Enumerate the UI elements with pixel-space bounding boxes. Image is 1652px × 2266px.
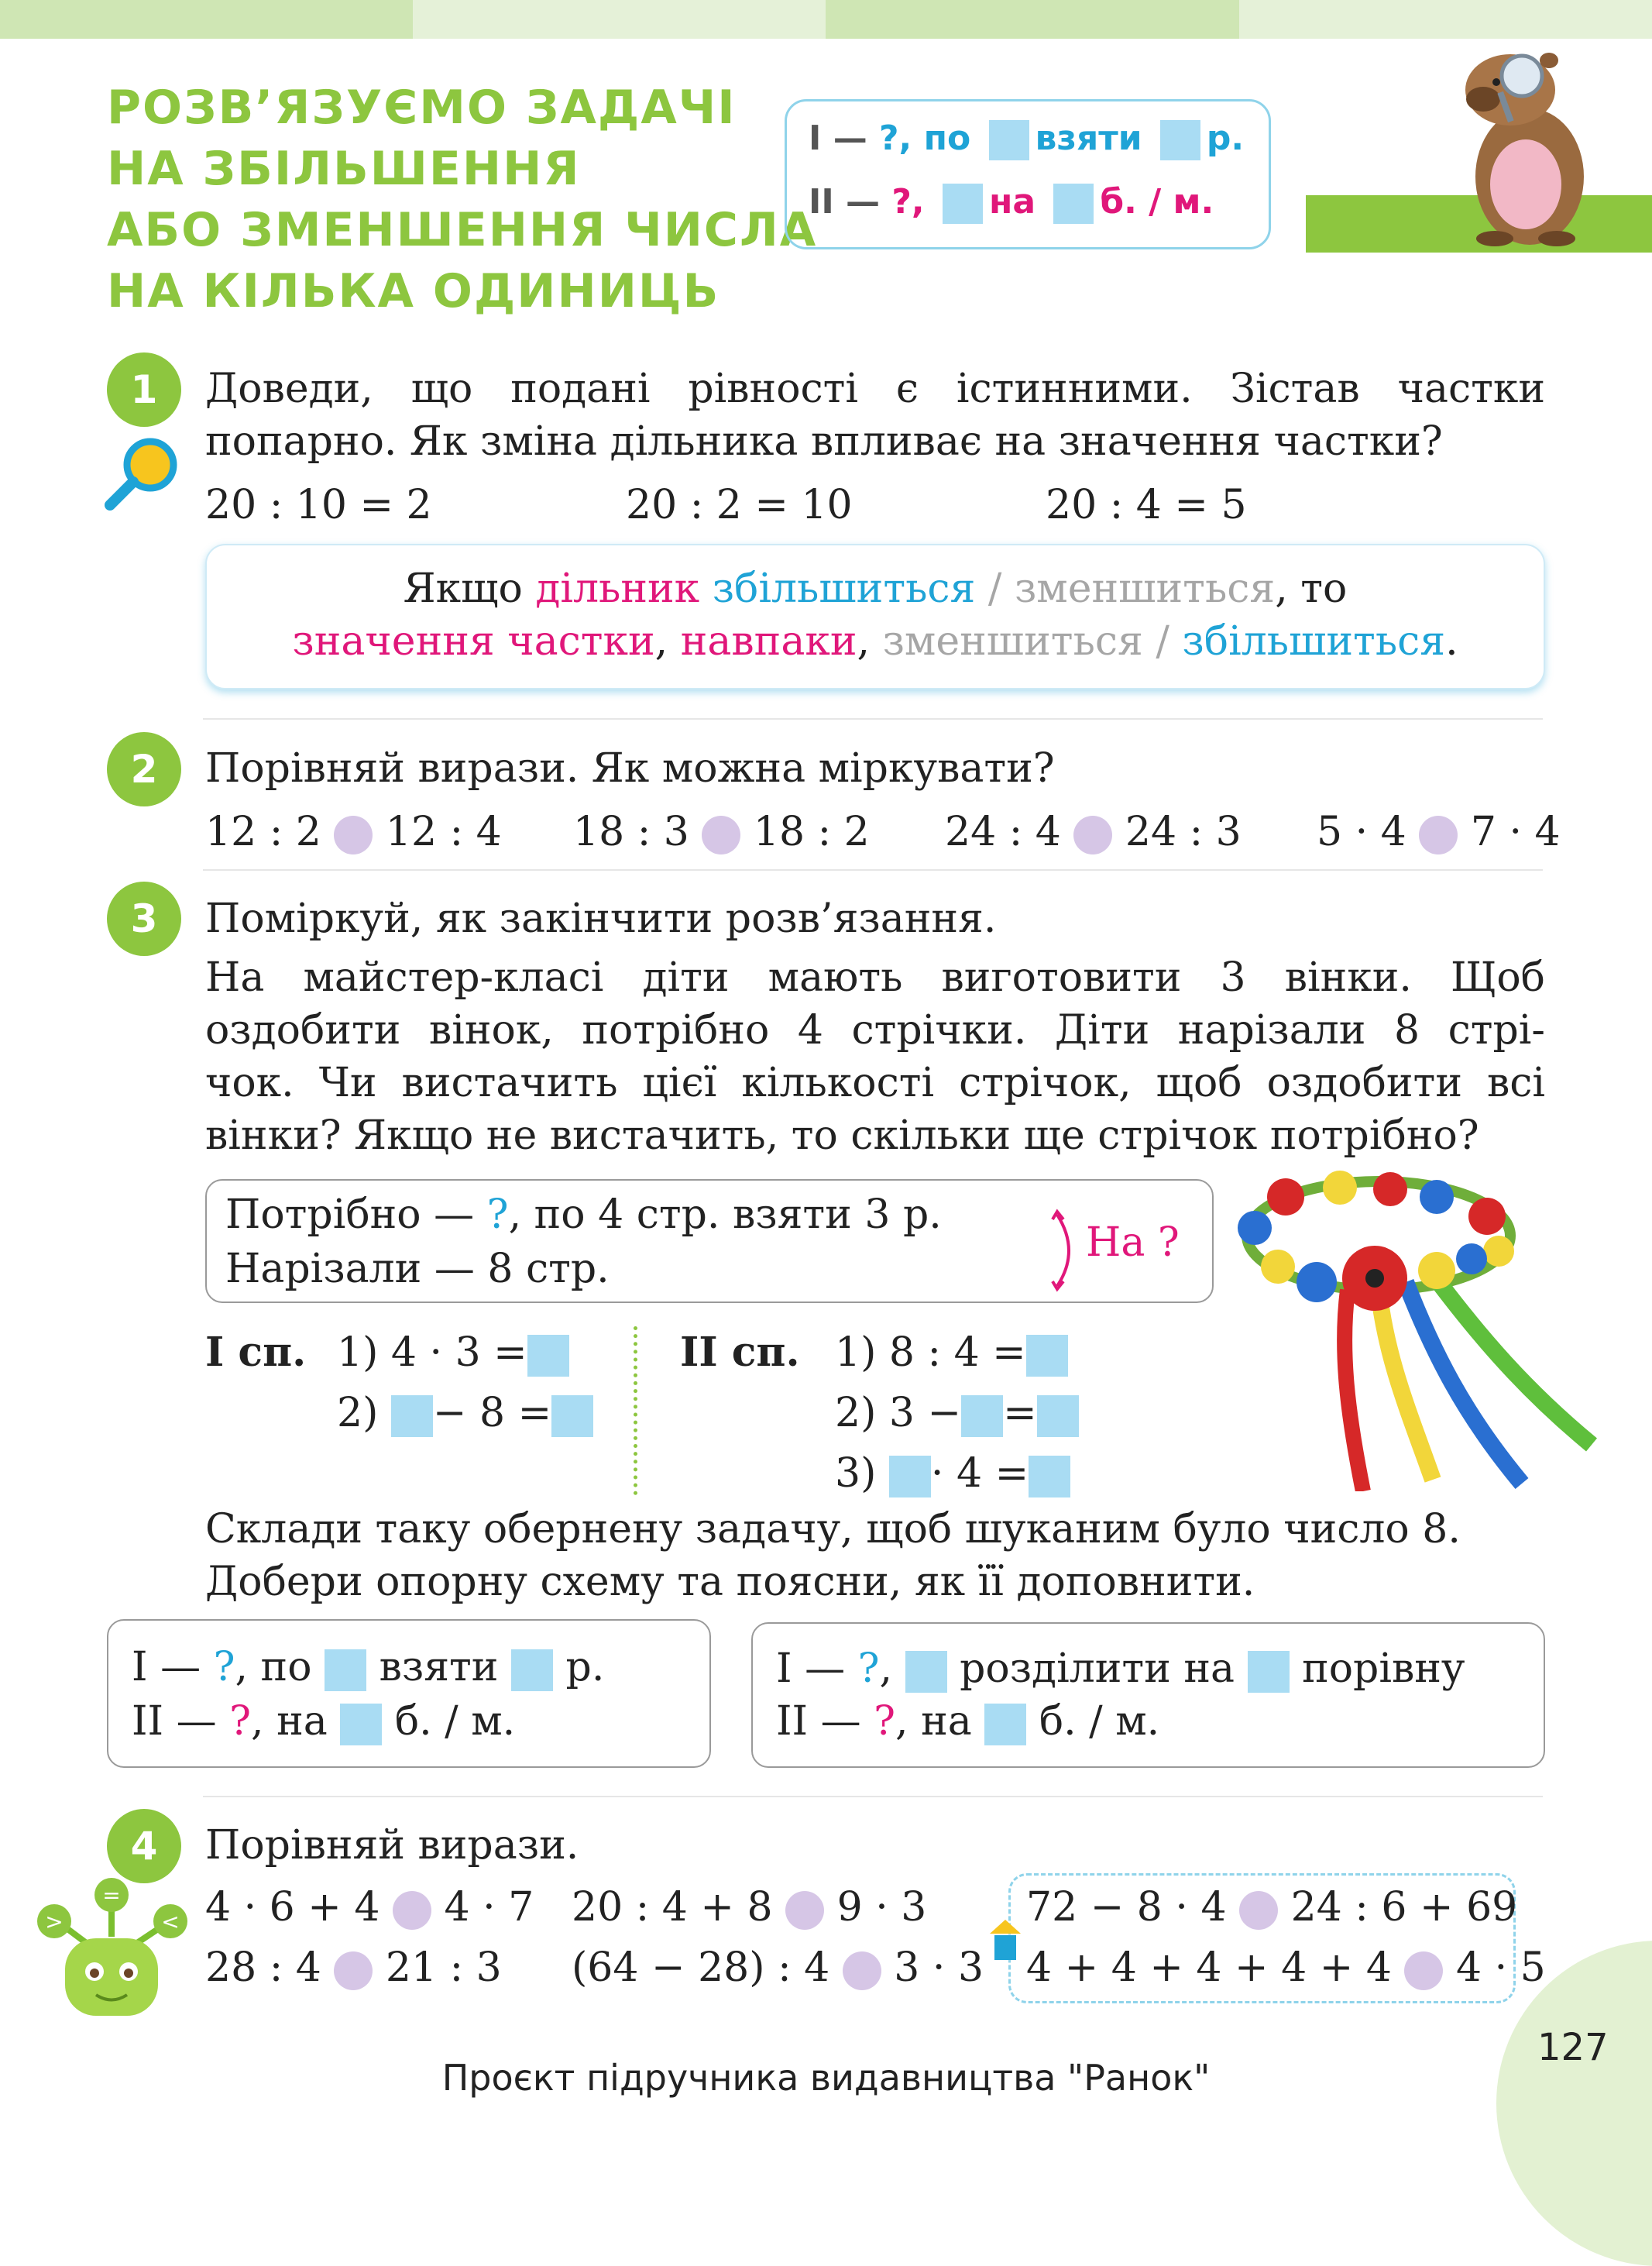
- task2-pair: 12 : 2 12 : 4: [205, 809, 502, 855]
- answer-blank[interactable]: [1248, 1651, 1290, 1693]
- svg-text:<: <: [161, 1909, 180, 1934]
- answer-blank[interactable]: [391, 1395, 433, 1437]
- inverse-task-text-2: Добери опорну схему та поясни, як її доповнити.: [205, 1559, 1255, 1605]
- answer-blank[interactable]: [325, 1649, 366, 1691]
- dotted-divider: [634, 1326, 637, 1495]
- compare-circle[interactable]: [702, 816, 740, 854]
- answer-blank[interactable]: [984, 1704, 1026, 1745]
- compare-circle[interactable]: [1073, 816, 1112, 854]
- publisher-footer: Проєкт підручника видавництва "Ранок": [441, 2057, 1211, 2099]
- compare-circle[interactable]: [785, 1891, 824, 1930]
- task4-pair: 72 − 8 · 4 24 : 6 + 69: [1026, 1884, 1518, 1931]
- method-2-step-3: 3) · 4 =: [835, 1447, 1070, 1500]
- schema-box-top: І — ?, по взяти р. ІІ — ?, на б. / м.: [785, 99, 1271, 249]
- task1-equation: 20 : 4 = 5: [1046, 482, 1247, 528]
- page-title: РОЗВ’ЯЗУЄМО ЗАДАЧІ НА ЗБІЛЬШЕННЯ АБО ЗМЕНШЕННЯ ЧИСЛА НА КІЛЬКА ОДИНИЦЬ: [107, 81, 818, 318]
- task2-pair: 18 : 3 18 : 2: [573, 809, 870, 855]
- task4-pair: 4 + 4 + 4 + 4 + 4 4 · 5: [1026, 1944, 1546, 1991]
- top-bar-segment: [826, 0, 1239, 39]
- capybara-mascot-icon: [1448, 45, 1595, 248]
- top-bar-segment: [413, 0, 826, 39]
- task3-instruction: Поміркуй, як закінчити розв’язання.: [205, 896, 997, 942]
- task4-pair: 20 : 4 + 8 9 · 3: [572, 1884, 927, 1931]
- answer-blank[interactable]: [340, 1704, 382, 1745]
- page-number: 127: [1537, 2026, 1609, 2069]
- task4-pair: (64 − 28) : 4 3 · 3: [572, 1944, 984, 1991]
- schema-option-a[interactable]: І — ?, по взяти р. ІІ — ?, на б. / м.: [107, 1619, 711, 1768]
- task2-pair: 24 : 4 24 : 3: [945, 809, 1242, 855]
- answer-blank[interactable]: [527, 1335, 569, 1377]
- task2-text: Порівняй вирази. Як можна міркувати?: [205, 745, 1055, 792]
- compare-circle[interactable]: [334, 816, 373, 854]
- task4-pair: 4 · 6 + 4 4 · 7: [205, 1884, 534, 1931]
- compare-circle[interactable]: [393, 1891, 431, 1930]
- method-1-step-1: 1) 4 · 3 =: [337, 1326, 569, 1379]
- task-number-1: 1: [107, 352, 181, 427]
- task-number-4: 4: [107, 1809, 181, 1883]
- answer-blank[interactable]: [1029, 1456, 1070, 1497]
- divider: [203, 869, 1543, 871]
- task1-text-line1: Доведи, що подані рівності є істинними. Зістав частки: [205, 366, 1545, 412]
- level-marker-icon: [987, 1918, 1024, 1965]
- answer-blank[interactable]: [511, 1649, 553, 1691]
- answer-blank[interactable]: [905, 1651, 947, 1693]
- schema-option-b[interactable]: І — ?, розділити на порівну ІІ — ?, на б. / м.: [751, 1622, 1545, 1768]
- task3-problem: На майстер-класі діти мають виготовити 3 вінки. Щоб оздобити вінок, потрібно 4 стрічки. Діти нарізали 8 стрі- чок. Чи вистачить цієї кількості стрічок, щоб оздобити всі вінки? Якщо не вистачить, то скільки ще стрічок потрібно?: [205, 954, 1545, 1159]
- compare-circle[interactable]: [1239, 1891, 1278, 1930]
- task1-text-line2: попарно. Як зміна дільника впливає на значення частки?: [205, 418, 1443, 465]
- task-number-2: 2: [107, 732, 181, 806]
- compare-circle[interactable]: [1404, 1951, 1443, 1990]
- answer-blank[interactable]: [961, 1395, 1003, 1437]
- task2-pair: 5 · 4 7 · 4: [1317, 809, 1561, 855]
- svg-text:=: =: [102, 1883, 121, 1908]
- compare-circle[interactable]: [334, 1951, 373, 1990]
- answer-blank[interactable]: [889, 1456, 931, 1497]
- method-1-label: І сп.: [205, 1329, 307, 1376]
- magnifier-icon: [102, 435, 180, 513]
- difference-label: На ?: [1086, 1219, 1180, 1266]
- top-bar-segment: [1239, 0, 1652, 39]
- rule-box: Якщо дільник збільшиться / зменшиться, то значення частки, навпаки, зменшиться / збільшиться.: [205, 544, 1545, 689]
- divider: [203, 718, 1543, 720]
- inverse-task-text-1: Склади таку обернену задачу, щоб шуканим було число 8.: [205, 1506, 1461, 1553]
- method-1-step-2: 2) − 8 =: [337, 1387, 593, 1439]
- flower-wreath-icon: [1231, 1166, 1599, 1491]
- answer-blank[interactable]: [551, 1395, 593, 1437]
- svg-text:>: >: [45, 1909, 64, 1934]
- brace-arrow-icon: [1051, 1209, 1082, 1294]
- task-number-3: 3: [107, 882, 181, 956]
- green-monster-mascot-icon: [34, 1875, 189, 2022]
- task4-text: Порівняй вирази.: [205, 1822, 579, 1869]
- divider: [203, 1796, 1543, 1797]
- method-2-label: ІІ сп.: [680, 1329, 800, 1376]
- condition-box: Потрібно — ?, по 4 стр. взяти 3 р. Нарізали — 8 стр. На ?: [205, 1179, 1214, 1303]
- method-2-step-1: 1) 8 : 4 =: [835, 1326, 1068, 1379]
- task1-equation: 20 : 2 = 10: [626, 482, 853, 528]
- compare-circle[interactable]: [1419, 816, 1458, 854]
- answer-blank[interactable]: [1026, 1335, 1068, 1377]
- task1-equation: 20 : 10 = 2: [205, 482, 432, 528]
- task4-pair: 28 : 4 21 : 3: [205, 1944, 502, 1991]
- top-bar-segment: [0, 0, 413, 39]
- answer-blank[interactable]: [1037, 1395, 1079, 1437]
- compare-circle[interactable]: [843, 1951, 881, 1990]
- method-2-step-2: 2) 3 − =: [835, 1387, 1079, 1439]
